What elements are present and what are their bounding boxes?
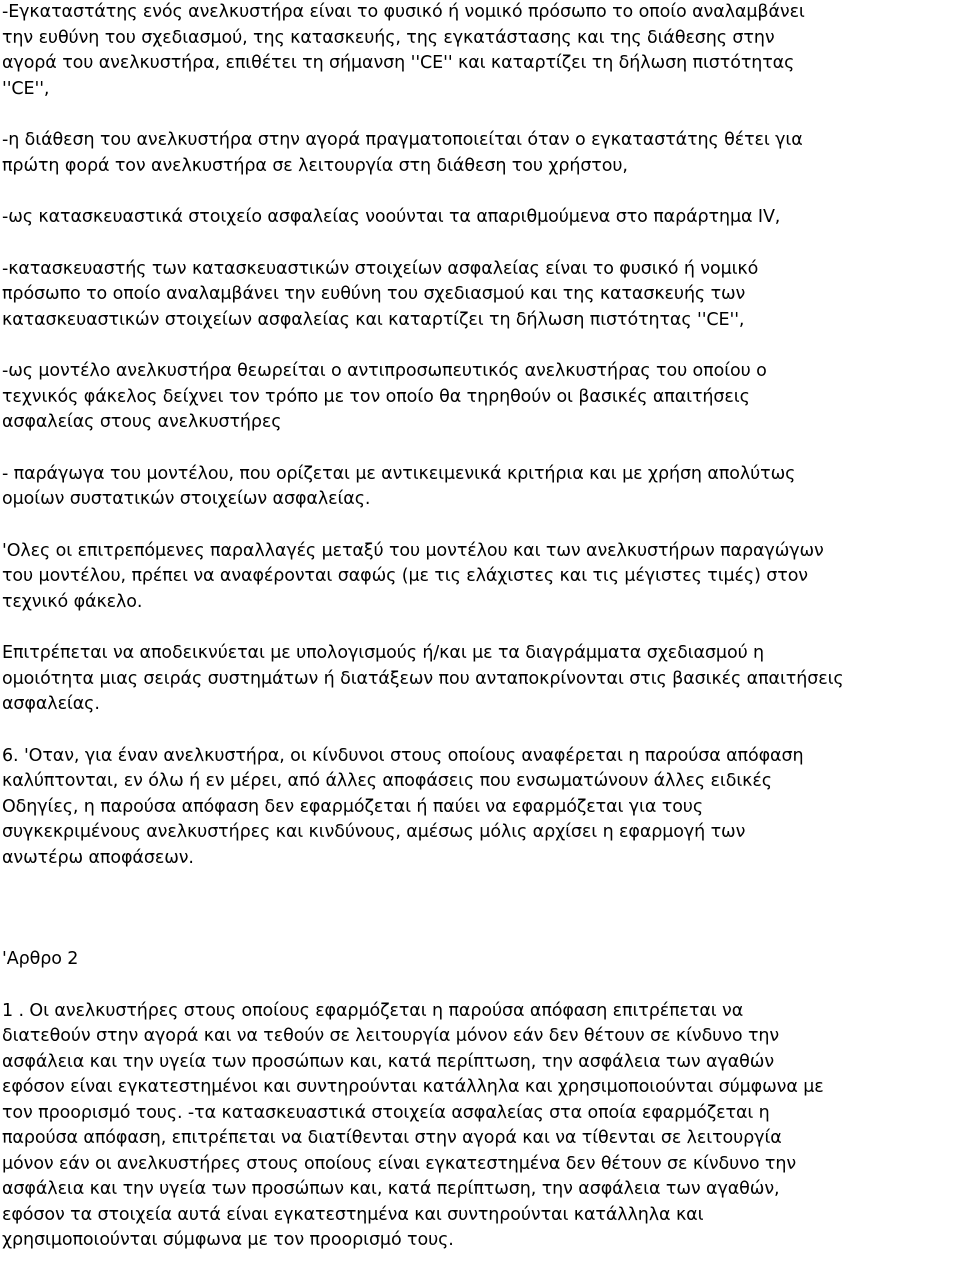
- text-line: τεχνικός φάκελος δείχνει τον τρόπο με τον οποίο θα τηρηθούν οι βασικές απαιτήσεις: [2, 386, 750, 407]
- text-line: ομοιότητα μιας σειράς συστημάτων ή διατάξεων που ανταποκρίνονται στις βασικές απαιτήσεις: [2, 668, 844, 689]
- text-line: την ευθύνη του σχεδιασμού, της κατασκευής, της εγκατάστασης και της διάθεσης στην: [2, 27, 775, 48]
- text-line: -ως μοντέλο ανελκυστήρα θεωρείται ο αντιπροσωπευτικός ανελκυστήρας του οποίου ο: [2, 361, 767, 381]
- paragraph-spacer: [2, 973, 960, 999]
- section-spacer: [2, 871, 960, 947]
- text-line: πρώτη φορά τον ανελκυστήρα σε λειτουργία στη διάθεση του χρήστου,: [2, 155, 628, 176]
- paragraph-spacer: [2, 102, 960, 128]
- text-line: τεχνικό φάκελο.: [2, 591, 143, 612]
- text-line: μόνον εάν οι ανελκυστήρες στους οποίους είναι εγκατεστημένα δεν θέτουν σε κίνδυνο την: [2, 1153, 797, 1174]
- text-line: ανωτέρω αποφάσεων.: [2, 847, 194, 868]
- paragraph-market-definition: [2, 128, 960, 179]
- text-line: διατεθούν στην αγορά και να τεθούν σε λειτουργία μόνον εάν δεν θέτουν σε κίνδυνο την: [2, 1026, 780, 1046]
- article-2-paragraph-1: [2, 999, 960, 1254]
- text-line: χρησιμοποιούνται σύμφωνα με τον προορισμό τους.: [2, 1230, 454, 1250]
- paragraph-derivatives-definition: [2, 462, 960, 513]
- text-line: παρούσα απόφαση, επιτρέπεται να διατίθενται στην αγορά και να τίθενται σε λειτουργία: [2, 1128, 782, 1148]
- text-line: ομοίων συστατικών στοιχείων ασφαλείας.: [2, 489, 371, 509]
- paragraph-spacer: [2, 333, 960, 359]
- text-line: ασφαλείας.: [2, 694, 100, 714]
- text-line: τον προορισμό τους. -τα κατασκευαστικά στοιχεία ασφαλείας στα οποία εφαρμόζεται η: [2, 1102, 770, 1123]
- paragraph-manufacturer-definition: [2, 257, 960, 334]
- text-line: ασφάλεια και την υγεία των προσώπων και, κατά περίπτωση, την ασφάλεια των αγαθών: [2, 1051, 774, 1072]
- text-line: πρόσωπο το οποίο αναλαμβάνει την ευθύνη του σχεδιασμού και της κατασκευής των: [2, 284, 746, 304]
- paragraph-components-definition: [2, 205, 960, 231]
- text-line: ασφάλεια και την υγεία των προσώπων και, κατά περίπτωση, την ασφάλεια των αγαθών,: [2, 1179, 780, 1199]
- text-line: -η διάθεση του ανελκυστήρα στην αγορά πραγματοποιείται όταν ο εγκαταστάτης θέτει για: [2, 130, 803, 150]
- text-line: - παράγωγα του μοντέλου, που ορίζεται με αντικειμενικά κριτήρια και με χρήση απολύτως: [2, 463, 796, 484]
- paragraph-spacer: [2, 513, 960, 539]
- paragraph-spacer: [2, 231, 960, 257]
- paragraph-installer-definition: [2, 0, 960, 102]
- paragraph-spacer: [2, 436, 960, 462]
- text-line: αγορά του ανελκυστήρα, επιθέτει τη σήμανση ''CE'' και καταρτίζει τη δήλωση πιστότητας: [2, 53, 795, 73]
- text-line: συγκεκριμένους ανελκυστήρες και κινδύνους, αμέσως μόλις αρχίσει η εφαρμογή των: [2, 822, 746, 842]
- paragraph-spacer: [2, 718, 960, 744]
- text-line: του μοντέλου, πρέπει να αναφέρονται σαφώς (με τις ελάχιστες και τις μέγιστες τιμές) στον: [2, 566, 808, 586]
- text-line: Οδηγίες, η παρούσα απόφαση δεν εφαρμόζεται ή παύει να εφαρμόζεται για τους: [2, 796, 704, 817]
- text-line: -ως κατασκευαστικά στοιχείο ασφαλείας νοούνται τα απαριθμούμενα στο παράρτημα IV,: [2, 207, 781, 227]
- paragraph-similarity: [2, 641, 960, 718]
- text-line: ''CE'',: [2, 78, 50, 99]
- text-line: Επιτρέπεται να αποδεικνύεται με υπολογισμούς ή/και με τα διαγράμματα σχεδιασμού η: [2, 643, 765, 663]
- paragraph-model-definition: [2, 359, 960, 436]
- article-heading: [2, 947, 960, 973]
- text-line: καλύπτονται, εν όλω ή εν μέρει, από άλλες αποφάσεις που ενσωματώνουν άλλες ειδικές: [2, 771, 772, 791]
- text-line: -κατασκευαστής των κατασκευαστικών στοιχείων ασφαλείας είναι το φυσικό ή νομικό: [2, 258, 759, 279]
- text-line: εφόσον τα στοιχεία αυτά είναι εγκατεστημένα και συντηρούνται κατάλληλα και: [2, 1204, 704, 1225]
- text-line: εφόσον είναι εγκατεστημένοι και συντηρούνται κατάλληλα και χρησιμοποιούνται σύμφωνα με: [2, 1077, 824, 1097]
- paragraph-point-6: [2, 744, 960, 872]
- heading-text: 'Αρθρο 2: [2, 949, 79, 969]
- paragraph-variations: [2, 539, 960, 616]
- text-line: 6. 'Οταν, για έναν ανελκυστήρα, οι κίνδυνοι στους οποίους αναφέρεται η παρούσα απόφαση: [2, 745, 804, 766]
- text-line: 'Ολες οι επιτρεπόμενες παραλλαγές μεταξύ του μοντέλου και των ανελκυστήρων παραγώγων: [2, 540, 824, 561]
- text-line: κατασκευαστικών στοιχείων ασφαλείας και καταρτίζει τη δήλωση πιστότητας ''CE'',: [2, 309, 745, 330]
- paragraph-spacer: [2, 179, 960, 205]
- paragraph-spacer: [2, 615, 960, 641]
- text-line: -Εγκαταστάτης ενός ανελκυστήρα είναι το φυσικό ή νομικό πρόσωπο το οποίο αναλαμβάνει: [2, 2, 805, 22]
- text-line: ασφαλείας στους ανελκυστήρες: [2, 412, 282, 432]
- text-line: 1 . Οι ανελκυστήρες στους οποίους εφαρμόζεται η παρούσα απόφαση επιτρέπεται να: [2, 1000, 744, 1021]
